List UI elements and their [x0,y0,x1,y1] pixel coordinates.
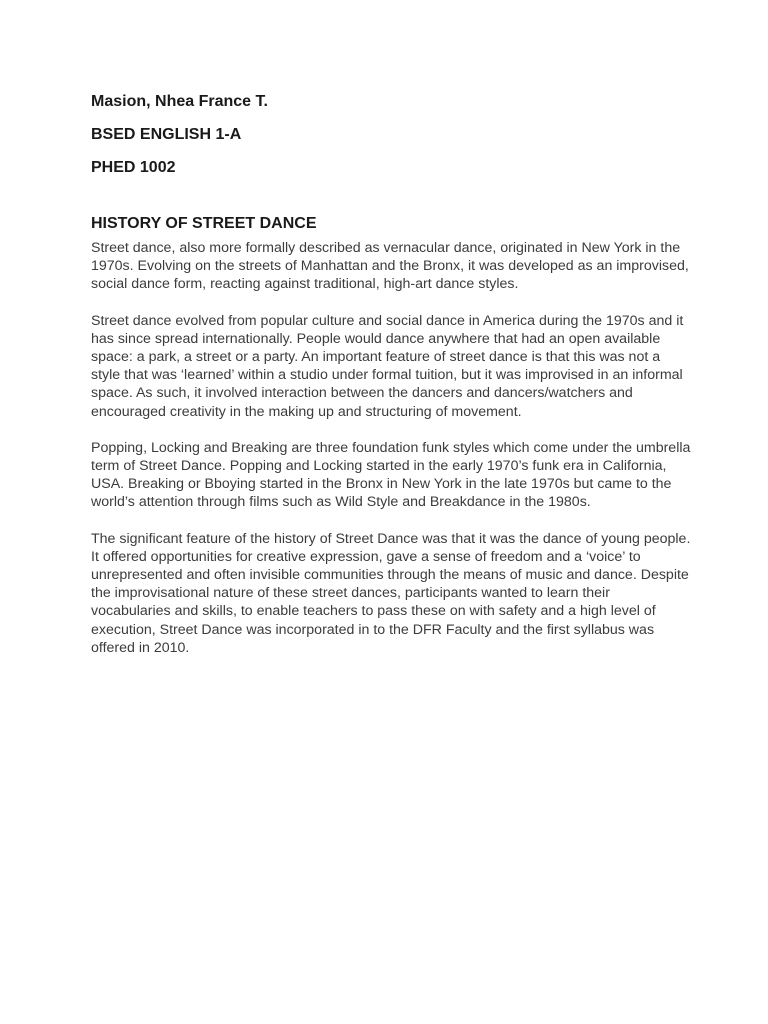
paragraph-origin: Street dance, also more formally described as vernacular dance, originated in New York in the 1970s. Evolving on the streets of Manhattan and the Bronx, it was developed as an improvised, social dance form, reacting against traditional, high-art dance styles. [91,240,689,293]
paragraph-funk-styles: Popping, Locking and Breaking are three foundation funk styles which come under the umbrella term of Street Dance. Popping and Locking started in the early 1970’s funk era in California, USA. Breaking or Bboying started in the Bronx in New York in the late 1970s but came to the world’s attention through films such as Wild Style and Breakdance in the 1980s. [91,439,691,511]
document-title: HISTORY OF STREET DANCE [91,215,317,232]
subject-code: PHED 1002 [91,159,176,176]
course-section: BSED ENGLISH 1-A [91,126,242,143]
student-name: Masion, Nhea France T. [91,93,268,110]
paragraph-evolution: Street dance evolved from popular culture and social dance in America during the 1970s and it has since spread internationally. People would dance anywhere that had an open available space: a park, a street or a party. An important feature of street dance is that this was not a style that was ‘learned’ within a studio under formal tuition, but it was improvised in an informal space. As such, it involved interaction between the dancers and dancers/watchers and encouraged creativity in the making up and structuring of movement. [91,312,684,420]
paragraph-significance: The significant feature of the history of Street Dance was that it was the dance of young people. It offered opportunities for creative expression, gave a sense of freedom and a ‘voice’ to unrepresented and often invisible communities through the means of music and dance. Despite the improvisational nature of these street dances, participants wanted to learn their vocabularies and skills, to enable teachers to pass these on with safety and a high level of execution, Street Dance was incorporated in to the DFR Faculty and the first syllabus was offered in 2010. [91,530,691,656]
document-content [91,92,691,675]
